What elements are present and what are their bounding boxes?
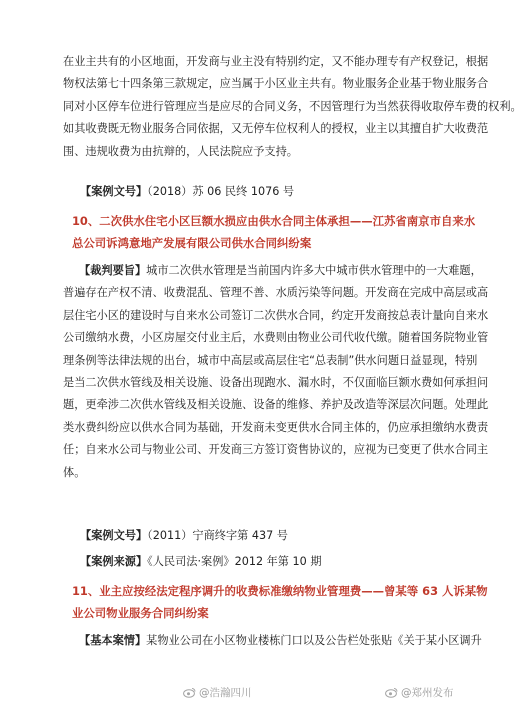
basic-label: 【基本案情】 (79, 634, 147, 647)
doc-number-value: （2011）宁商终字第 437 号 (147, 529, 288, 542)
text-line: 在业主共有的小区地面，开发商与业主没有特别约定，又不能办理专有产权登记，根据 (63, 55, 489, 68)
weibo-icon (183, 687, 196, 698)
text-line: 普遍存在产权不清、收费混乱、管理不善、水质污染等问题。开发商在完成中高层或高 (63, 286, 489, 300)
text-line: 公司缴纳水费，小区房屋交付业主后，水费则由物业公司代收代缴。随着国务院物业管 (63, 331, 489, 345)
gist-first-line (63, 260, 482, 282)
gist-label: 【裁判要旨】 (79, 264, 147, 277)
text-line: 物权法第七十四条第三款规定，应当属于小区业主共有。物业服务企业基于物业服务合 (63, 77, 489, 91)
case-title (72, 210, 476, 255)
case-title (72, 580, 488, 625)
case-doc-number (80, 525, 288, 547)
text-line: 理条例等法律法规的出台，城市中高层或高层住宅“总表制”供水问题日益显现，特别 (63, 353, 478, 367)
doc-number-value: （2018）苏 06 民终 1076 号 (147, 185, 295, 198)
text-line: 体。 (63, 465, 86, 479)
case-doc-number (80, 181, 294, 203)
basic-text: 某物业公司在小区物业楼栋门口以及公告栏处张贴《关于某小区调升 (146, 634, 482, 647)
paragraph-parking-ruling (63, 51, 522, 163)
weibo-icon (385, 687, 398, 698)
text-line: 如其收费既无物业服务合同依据，又无停车位权利人的授权，业主以其擅自扩大收费范 (63, 122, 489, 136)
text-line: 同对小区停车位进行管理应当是应尽的合同义务，不因管理行为当然获得收取停车费的权利。 (63, 99, 522, 113)
case-title-line: 业公司物业服务合同纠纷案 (72, 606, 209, 621)
text-line: 任；自来水公司与物业公司、开发商三方签订资售协议的，应视为已变更了供水合同主 (63, 443, 489, 457)
text-line: 层住宅小区的建设时与自来水公司签订二次供水合同，约定开发商按总表计量向自来水 (63, 308, 489, 322)
watermark-right (385, 685, 454, 700)
text-line: 是当二次供水管线及相关设施、设备出现跑水、漏水时，不仅面临巨额水费如何承担问 (63, 375, 489, 389)
watermark-text: @郑州发布 (401, 687, 454, 699)
case-title-line: 10、二次供水住宅小区巨额水损应由供水合同主体承担——江苏省南京市自来水 (72, 214, 476, 228)
text-line: 围、违规收费为由抗辩的，人民法院应予支持。 (63, 144, 298, 158)
watermark-left (183, 685, 252, 700)
doc-number-label: 【案例文号】 (80, 185, 148, 198)
text-line: 类水费纠纷应以供水合同为基础，开发商未变更供水合同主体的，仍应承担缴纳水费责 (63, 420, 489, 434)
basic-first-line (63, 630, 482, 652)
doc-number-label: 【案例文号】 (80, 529, 148, 542)
case-title-line: 11、业主应按经法定程序调升的收费标准缴纳物业管理费——曾某等 63 人诉某物 (72, 584, 488, 598)
case-source (80, 551, 322, 573)
case-gist (63, 260, 489, 484)
text-line: 题，更牵涉二次供水管线及相关设施、设备的维修、养护及改造等深层次问题。处理此 (63, 398, 489, 412)
source-label: 【案例来源】 (80, 555, 148, 568)
source-value: 《人民司法·案例》2012 年第 10 期 (147, 555, 322, 568)
gist-text: 城市二次供水管理是当前国内许多大中城市供水管理中的一大难题， (146, 264, 482, 277)
case-title-line: 总公司诉鸿意地产发展有限公司供水合同纠纷案 (72, 236, 312, 251)
watermark-text: @浩瀚四川 (199, 687, 252, 699)
case-basic-facts (63, 630, 482, 652)
